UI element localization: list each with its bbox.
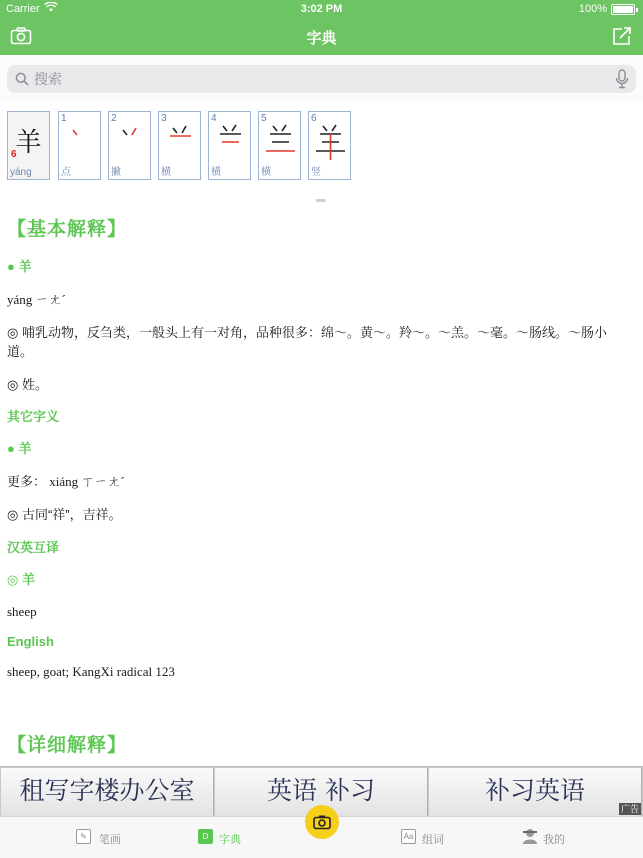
camera-icon xyxy=(313,814,331,830)
top-bar xyxy=(0,0,643,55)
tab-dictionary[interactable] xyxy=(198,817,268,858)
ad-item[interactable]: 英语 补习 xyxy=(215,768,428,816)
share-icon[interactable] xyxy=(611,25,633,47)
english-definition: sheep, goat; KangXi radical 123 xyxy=(7,664,175,679)
character-pinyin: yáng xyxy=(10,167,32,178)
battery-icon xyxy=(611,4,635,15)
stroke-glyph xyxy=(313,120,347,160)
nav-bar xyxy=(0,18,643,55)
user-icon xyxy=(522,828,538,845)
stroke-glyph xyxy=(163,120,197,160)
tab-label: 笔画 xyxy=(99,834,121,846)
more-pronunciation: 更多： xiáng ㄒㄧㄤˊ xyxy=(7,474,125,489)
stroke-number: 5 xyxy=(261,113,267,124)
ad-tag: 广告 xyxy=(620,804,639,814)
stroke-number: 6 xyxy=(311,113,317,124)
definition-text: ◎ 哺乳动物，反刍类，一般头上有一对角，品种很多：绵～。黄～。羚～。～羔。～毫。～肠线。～肠小道。 xyxy=(7,325,607,359)
tab-label: 我的 xyxy=(543,834,565,846)
page-title: 字典 xyxy=(306,30,337,47)
stroke-glyph xyxy=(113,120,147,160)
stroke-card[interactable] xyxy=(158,111,201,180)
status-time: 3:02 PM xyxy=(300,3,343,15)
stroke-name: 横 xyxy=(211,167,221,178)
hanying-title: 汉英互译 xyxy=(7,540,60,555)
character-glyph: 羊 xyxy=(15,128,42,158)
search-input[interactable] xyxy=(34,68,594,90)
ancient-meaning: ◎ 古同“祥”，吉祥。 xyxy=(7,507,122,522)
microphone-icon[interactable] xyxy=(615,69,629,89)
bullet-character: ● 羊 xyxy=(7,259,32,274)
basic-section-title: 【基本解释】 xyxy=(7,219,128,240)
search-icon xyxy=(15,72,29,86)
other-meanings-title: 其它字义 xyxy=(7,409,60,424)
stroke-card[interactable] xyxy=(208,111,251,180)
stroke-name: 横 xyxy=(261,167,271,178)
search-bar xyxy=(7,65,636,93)
dictionary-icon: D xyxy=(198,829,213,844)
tab-label: 字典 xyxy=(219,834,241,846)
pen-icon: ✎ xyxy=(76,829,91,844)
drag-handle[interactable] xyxy=(316,199,326,202)
stroke-glyph xyxy=(213,120,247,160)
stroke-name: 撇 xyxy=(111,167,121,178)
tab-mine[interactable] xyxy=(522,817,592,858)
hanying-english: sheep xyxy=(7,604,37,619)
ad-item[interactable]: 租写字楼办公室 xyxy=(1,768,214,816)
stroke-card[interactable] xyxy=(258,111,301,180)
stroke-name: 横 xyxy=(161,167,171,178)
stroke-name: 点 xyxy=(61,167,71,178)
stroke-card[interactable] xyxy=(108,111,151,180)
tab-words[interactable] xyxy=(401,817,471,858)
battery-percent: 100% xyxy=(578,3,607,15)
hanying-word: ◎ 羊 xyxy=(7,572,35,587)
tab-label: 组词 xyxy=(422,834,444,846)
detail-section-title: 【详细解释】 xyxy=(7,735,128,756)
stroke-count: 6 xyxy=(11,149,17,160)
surname-text: ◎ 姓。 xyxy=(7,377,48,392)
stroke-glyph xyxy=(63,120,97,160)
stroke-card[interactable] xyxy=(58,111,101,180)
stroke-number: 2 xyxy=(111,113,117,124)
status-bar xyxy=(0,0,643,18)
ad-item[interactable]: 补习英语 xyxy=(429,768,642,816)
camera-scan-button[interactable] xyxy=(305,805,339,839)
stroke-number: 3 xyxy=(161,113,167,124)
aa-icon: Aa xyxy=(401,829,416,844)
english-title: English xyxy=(7,634,54,649)
stroke-name: 竖 xyxy=(311,167,321,178)
search-area xyxy=(0,55,643,102)
stroke-card[interactable] xyxy=(308,111,351,180)
stroke-glyph xyxy=(263,120,297,160)
other-bullet-character: ● 羊 xyxy=(7,441,32,456)
stroke-number: 1 xyxy=(61,113,67,124)
pronunciation: yáng ㄧㄤˊ xyxy=(7,292,66,307)
character-card[interactable] xyxy=(7,111,50,180)
carrier-label: Carrier xyxy=(6,3,40,15)
stroke-number: 4 xyxy=(211,113,217,124)
tab-strokes[interactable] xyxy=(76,817,146,858)
